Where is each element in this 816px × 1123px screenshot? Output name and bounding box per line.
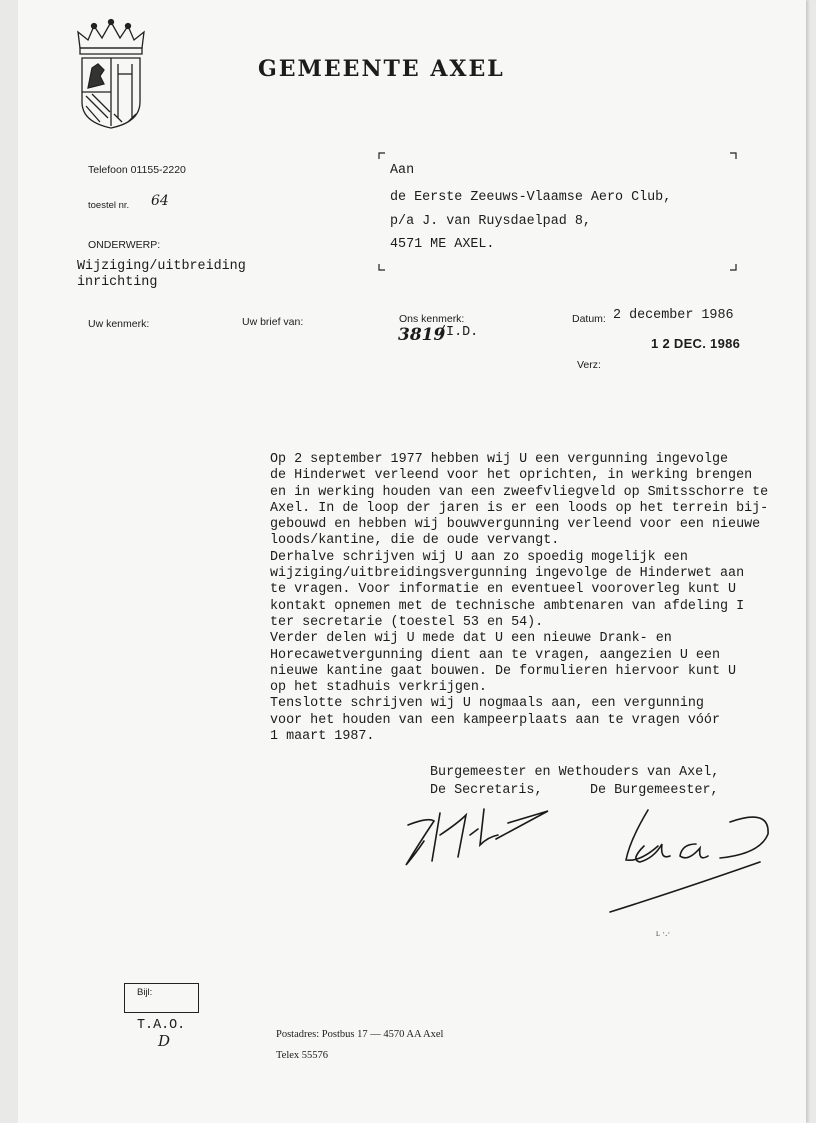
received-date-stamp: 1 2 DEC. 1986 xyxy=(651,336,741,351)
datum-label: Datum: xyxy=(572,313,606,325)
toestel-label: toestel nr. xyxy=(88,200,130,211)
body-line: Horecawetvergunning dient aan te vragen, aangezien U een xyxy=(270,647,720,663)
toestel-value: 64 xyxy=(151,193,169,209)
telex-line: Telex 55576 xyxy=(276,1050,329,1061)
body-line: ter secretarie (toestel 53 en 54). xyxy=(270,614,544,630)
body-line: Op 2 september 1977 hebben wij U een vergunning ingevolge xyxy=(270,452,729,467)
body-line: op het stadhuis verkrijgen. xyxy=(270,680,487,696)
body-line: 1 maart 1987. xyxy=(270,729,375,745)
coat-of-arms-logo xyxy=(74,18,148,130)
onderwerp-line-2: inrichting xyxy=(77,275,158,290)
secretaris-label: De Secretaris, xyxy=(430,783,543,798)
address-window-corners xyxy=(378,152,740,274)
body-line: wijziging/uitbreidingsvergunning ingevolge de Hinderwet aan xyxy=(270,566,745,582)
municipality-title: GEMEENTE AXEL xyxy=(258,56,505,82)
body-line: gebouwd en hebben wij bouwvergunning verleend voor een nieuwe xyxy=(270,517,761,533)
body-line: de Hinderwet verleend voor het oprichten, in werking brengen xyxy=(270,468,753,484)
postadres-line: Postadres: Postbus 17 — 4570 AA Axel xyxy=(276,1029,444,1040)
ons-kenmerk-suffix: /I.D. xyxy=(438,325,479,340)
verz-label: Verz: xyxy=(577,359,601,371)
ons-kenmerk-label: Ons kenmerk: xyxy=(399,313,465,325)
onderwerp-line-1: Wijziging/uitbreiding xyxy=(77,259,246,274)
uw-kenmerk-label: Uw kenmerk: xyxy=(88,318,150,330)
body-line: kontakt opnemen met de technische ambtenaren van afdeling I xyxy=(270,598,745,614)
signature-secretaris xyxy=(388,795,558,875)
body-line: Verder delen wij U mede dat U een nieuwe Drank- en xyxy=(270,631,672,647)
handwritten-initial: D xyxy=(158,1032,171,1050)
address-line-2: de Eerste Zeeuws-Vlaamse Aero Club, xyxy=(390,190,672,205)
body-line: loods/kantine, die de oude vervangt. xyxy=(270,533,560,549)
body-line: nieuwe kantine gaat bouwen. De formulieren hiervoor kunt U xyxy=(270,663,737,679)
address-line-3: p/a J. van Ruysdaelpad 8, xyxy=(390,214,591,229)
body-line: te vragen. Voor informatie en eventueel vooroverleg kunt U xyxy=(270,582,737,598)
ink-specks: ʟ ·.· xyxy=(656,928,671,938)
body-line: en in werking houden van een zweefvliegveld op Smitsschorre te xyxy=(270,484,769,500)
body-line: Tenslotte schrijven wij U nogmaals aan, een vergunning xyxy=(270,696,704,712)
uw-brief-label: Uw brief van: xyxy=(242,316,304,328)
address-line-4: 4571 ME AXEL. xyxy=(390,237,495,252)
signature-burgemeester xyxy=(600,800,780,920)
bijl-label: Bijl: xyxy=(137,987,153,998)
address-line-1: Aan xyxy=(390,163,415,178)
typist-initials: T.A.O. xyxy=(137,1018,186,1033)
body-line: Axel. In de loop der jaren is er een loods op het terrein bij- xyxy=(270,500,769,516)
telefoon-line: Telefoon 01155-2220 xyxy=(88,164,186,176)
burgemeester-label: De Burgemeester, xyxy=(590,783,719,798)
ons-kenmerk-value: 3819 xyxy=(398,325,446,345)
datum-value: 2 december 1986 xyxy=(613,308,734,323)
onderwerp-label: ONDERWERP: xyxy=(88,239,161,251)
closing-line: Burgemeester en Wethouders van Axel, xyxy=(430,765,720,780)
bijl-box xyxy=(124,983,199,1013)
body-line: Derhalve schrijven wij U aan zo spoedig mogelijk een xyxy=(270,549,688,565)
letter-body xyxy=(270,452,790,745)
body-line: voor het houden van een kampeerplaats aan te vragen vóór xyxy=(270,712,720,728)
